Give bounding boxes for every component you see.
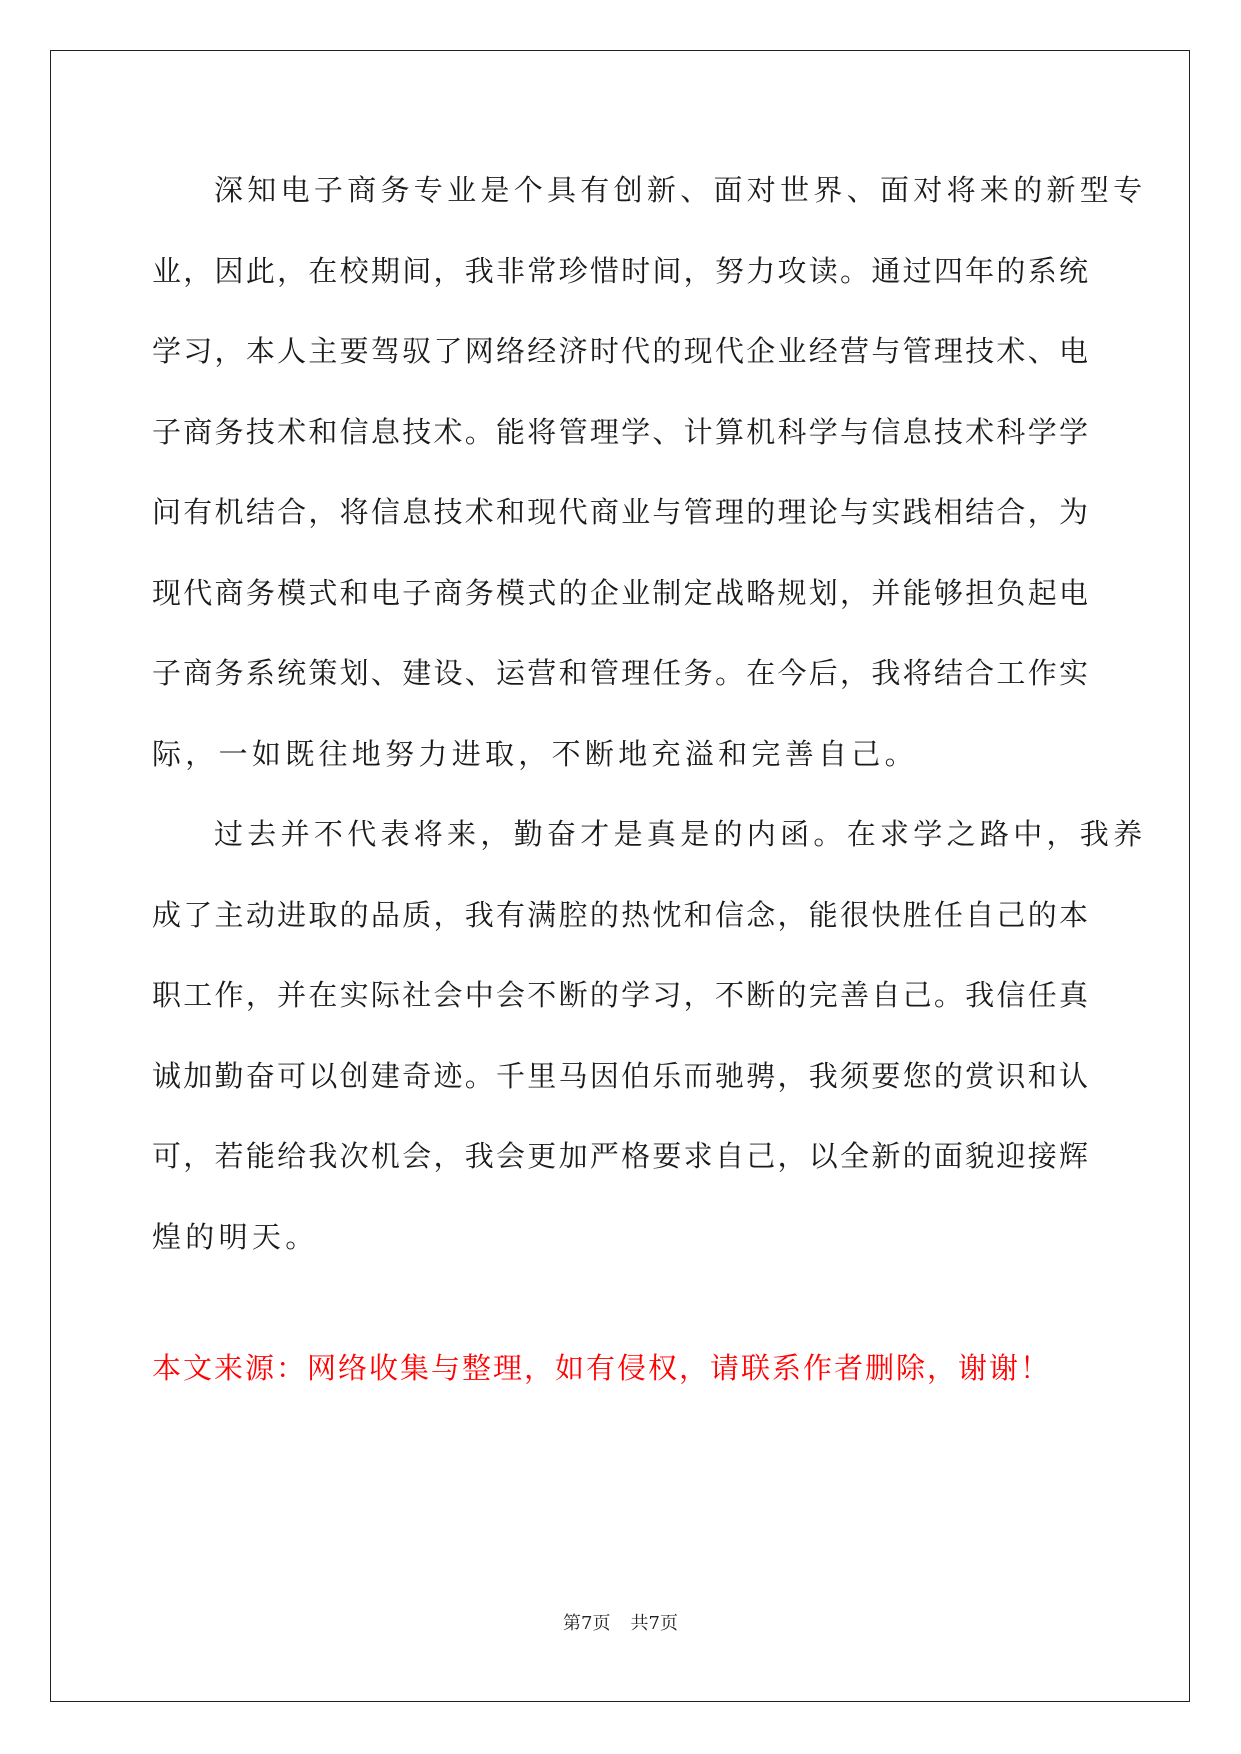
page-number-total: 共7页 [630,1613,678,1634]
paragraph-1-line-7: 子商务系统策划、建设、运营和管理任务。在今后，我将结合工作实 [152,656,1088,690]
paragraph-1-line-8: 际，一如既往地努力进取，不断地充溢和完善自己。 [152,736,918,771]
paragraph-2-line-6: 煌的明天。 [152,1219,319,1254]
paragraph-2-line-1: 过去并不代表将来，勤奋才是真是的内函。在求学之路中，我养 [214,817,1147,851]
paragraph-2-line-4: 诚加勤奋可以创建奇迹。千里马因伯乐而驰骋，我须要您的赏识和认 [152,1058,1088,1093]
page-footer [0,1612,1241,1636]
source-note: 本文来源：网络收集与整理，如有侵权，请联系作者删除，谢谢！ [152,1351,1052,1385]
paragraph-2-line-3: 职工作，并在实际社会中会不断的学习，不断的完善自己。我信任真 [152,978,1088,1012]
paragraph-1-line-3: 学习，本人主要驾驭了网络经济时代的现代企业经营与管理技术、电 [152,334,1088,368]
paragraph-2-line-5: 可，若能给我次机会，我会更加严格要求自己，以全新的面貌迎接辉 [152,1139,1088,1173]
paragraph-1-line-6: 现代商务模式和电子商务模式的企业制定战略规划，并能够担负起电 [152,575,1088,610]
page-number-current: 第7页 [563,1613,611,1634]
paragraph-1-line-5: 问有机结合，将信息技术和现代商业与管理的理论与实践相结合，为 [152,495,1088,529]
paragraph-2-line-2: 成了主动进取的品质，我有满腔的热忱和信念，能很快胜任自己的本 [152,897,1088,932]
document-body [152,150,1147,1277]
paragraph-1-line-4: 子商务技术和信息技术。能将管理学、计算机科学与信息技术科学学 [152,414,1088,449]
paragraph-1-line-2: 业，因此，在校期间，我非常珍惜时间，努力攻读。通过四年的系统 [152,253,1088,288]
paragraph-1-line-1: 深知电子商务专业是个具有创新、面对世界、面对将来的新型专 [214,173,1147,207]
